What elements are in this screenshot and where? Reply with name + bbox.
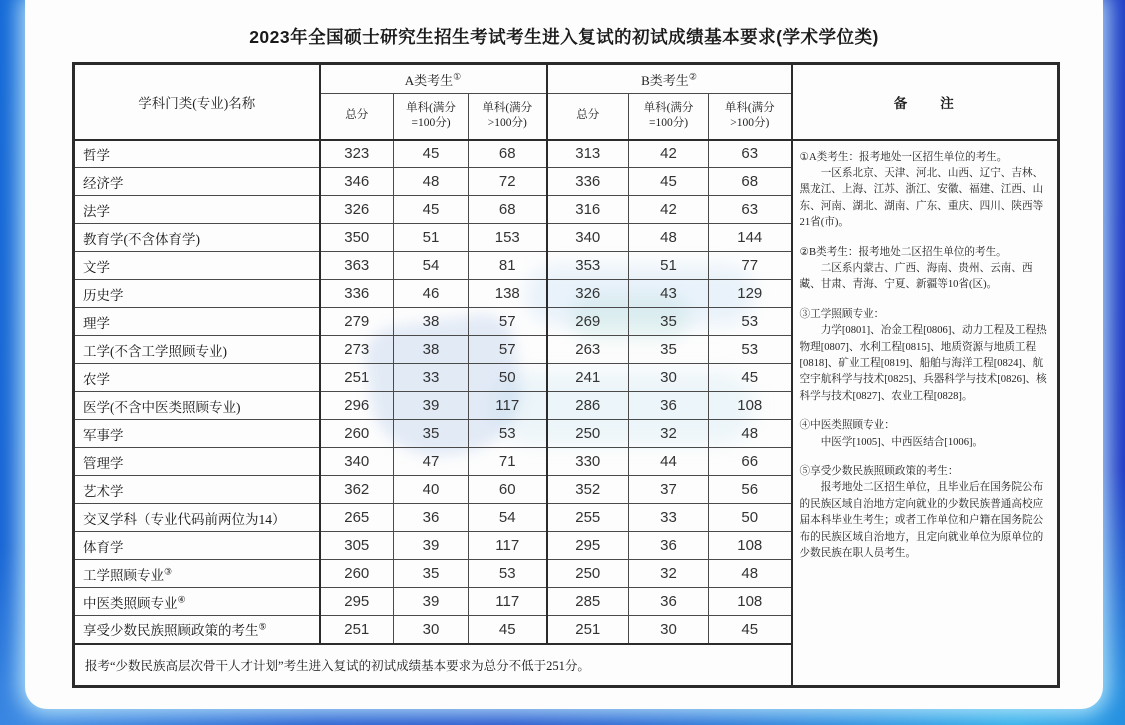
b-score-cell: 32 [629,560,709,588]
a-score-cell: 39 [394,588,469,616]
group-b-label: B类考生 [641,72,689,88]
page-title: 2023年全国硕士研究生招生考试考生进入复试的初试成绩基本要求(学术学位类) [249,27,879,47]
b-score-cell: 251 [547,616,629,644]
b-score-cell: 144 [709,224,792,252]
col-header-b-single-gt100: 单科(满分 >100分) [709,94,792,140]
remark-paragraph: ⑤享受少数民族照顾政策的考生： [799,466,959,477]
a-score-cell: 57 [469,308,547,336]
b-score-cell: 33 [629,504,709,532]
b-score-cell: 326 [547,280,629,308]
b-score-cell: 42 [629,196,709,224]
b-score-cell: 36 [629,532,709,560]
a-score-cell: 30 [394,616,469,644]
a-score-cell: 251 [320,364,394,392]
remark-paragraph: 二区系内蒙古、广西、海南、贵州、云南、西藏、甘肃、青海、宁夏、新疆等10省(区)。 [799,262,1033,291]
b-score-cell: 295 [547,532,629,560]
subject-cell: 法学 [74,196,320,224]
b-score-cell: 53 [709,308,792,336]
a-score-cell: 117 [469,588,547,616]
subject-cell: 艺术学 [74,476,320,504]
col-header-subject: 学科门类(专业)名称 [74,64,320,140]
subject-cell: 经济学 [74,168,320,196]
a-score-cell: 336 [320,280,394,308]
b-score-cell: 56 [709,476,792,504]
b-score-cell: 36 [629,588,709,616]
a-score-cell: 38 [394,308,469,336]
b-score-cell: 37 [629,476,709,504]
remark-paragraph: 中医学[1005]、中西医结合[1006]。 [820,436,984,448]
a-score-cell: 57 [469,336,547,364]
header-row-groups [74,64,1059,94]
b-score-cell: 250 [547,420,629,448]
a-score-cell: 295 [320,588,394,616]
a-score-cell: 54 [469,504,547,532]
b-score-cell: 53 [709,336,792,364]
a-score-cell: 35 [394,560,469,588]
table-footnote: 报考“少数民族高层次骨干人才计划”考生进入复试的初试成绩基本要求为总分不低于251分。 [74,644,792,687]
col-header-b-single-eq100: 单科(满分 =100分) [629,94,709,140]
remark-paragraph: ③工学照顾专业： [799,308,885,320]
remark-paragraph: 力学[0801]、冶金工程[0806]、动力工程及工程热物理[0807]、水利工程[0815]、地质资源与地质工程[0818]、矿业工程[0819]、船舶与海洋工程[0824]、航空宇航科学与技术[0825]、兵器科学与技术[0826]、核科学与技术[0827]、农业工程[0828]。 [799,325,1047,402]
subject-cell: 医学(不含中医类照顾专业) [74,392,320,420]
score-requirements-table [72,62,1060,688]
b-score-cell: 42 [629,140,709,168]
b-score-cell: 108 [709,392,792,420]
b-score-cell: 35 [629,336,709,364]
b-score-cell: 250 [547,560,629,588]
a-score-cell: 265 [320,504,394,532]
a-score-cell: 50 [469,364,547,392]
b-score-cell: 285 [547,588,629,616]
a-score-cell: 81 [469,252,547,280]
a-score-cell: 117 [469,392,547,420]
remark-cell [792,140,1059,687]
remark-paragraph: ①A类考生：报考地处一区招生单位的考生。 [799,151,1008,163]
a-score-cell: 71 [469,448,547,476]
a-score-cell: 305 [320,532,394,560]
a-score-cell: 46 [394,280,469,308]
col-header-group-b [547,64,792,94]
a-score-cell: 117 [469,532,547,560]
b-score-cell: 50 [709,504,792,532]
b-score-cell: 30 [629,364,709,392]
a-score-cell: 68 [469,140,547,168]
b-score-cell: 129 [709,280,792,308]
subject-cell: 管理学 [74,448,320,476]
subject-cell: 工学(不含工学照顾专业) [74,336,320,364]
a-score-cell: 363 [320,252,394,280]
a-score-cell: 251 [320,616,394,644]
b-score-cell: 316 [547,196,629,224]
a-score-cell: 296 [320,392,394,420]
a-score-cell: 279 [320,308,394,336]
b-score-cell: 340 [547,224,629,252]
a-score-cell: 45 [394,140,469,168]
subject-cell: 中医类照顾专业④ [74,588,320,616]
col-header-b-total: 总分 [547,94,629,140]
b-score-cell: 45 [629,168,709,196]
col-header-remark: 备 注 [792,64,1059,140]
group-b-footnote-mark: ② [688,71,697,82]
subject-cell: 享受少数民族照顾政策的考生⑤ [74,616,320,644]
a-score-cell: 40 [394,476,469,504]
a-score-cell: 260 [320,560,394,588]
footnote-mark: ③ [164,566,173,576]
a-score-cell: 51 [394,224,469,252]
a-score-cell: 54 [394,252,469,280]
remark-paragraph: 报考地处二区招生单位，且毕业后在国务院公布的民族区域自治地方定向就业的少数民族普通高校应届本科毕业生考生；或者工作单位和户籍在国务院公布的民族区域自治地方，且定向就业单位为原单位的少数民族在职人员考生。 [799,482,1044,560]
b-score-cell: 108 [709,532,792,560]
a-score-cell: 38 [394,336,469,364]
a-score-cell: 72 [469,168,547,196]
b-score-cell: 255 [547,504,629,532]
col-header-a-single-gt100: 单科(满分 >100分) [469,94,547,140]
a-score-cell: 45 [469,616,547,644]
b-score-cell: 269 [547,308,629,336]
b-score-cell: 241 [547,364,629,392]
b-score-cell: 108 [709,588,792,616]
a-score-cell: 60 [469,476,547,504]
col-header-a-single-eq100: 单科(满分 =100分) [394,94,469,140]
a-score-cell: 153 [469,224,547,252]
a-score-cell: 36 [394,504,469,532]
b-score-cell: 68 [709,168,792,196]
subject-cell: 工学照顾专业③ [74,560,320,588]
subject-cell: 军事学 [74,420,320,448]
a-score-cell: 362 [320,476,394,504]
b-score-cell: 32 [629,420,709,448]
b-score-cell: 36 [629,392,709,420]
b-score-cell: 51 [629,252,709,280]
a-score-cell: 39 [394,532,469,560]
a-score-cell: 45 [394,196,469,224]
a-score-cell: 323 [320,140,394,168]
remark-paragraph: ②B类考生：报考地处二区招生单位的考生。 [799,246,1007,258]
subject-cell: 农学 [74,364,320,392]
a-score-cell: 48 [394,168,469,196]
subject-cell: 历史学 [74,280,320,308]
a-score-cell: 47 [394,448,469,476]
col-header-group-a [320,64,547,94]
b-score-cell: 313 [547,140,629,168]
a-score-cell: 35 [394,420,469,448]
a-score-cell: 260 [320,420,394,448]
b-score-cell: 43 [629,280,709,308]
subject-cell: 哲学 [74,140,320,168]
a-score-cell: 326 [320,196,394,224]
subject-cell: 交叉学科（专业代码前两位为14） [74,504,320,532]
remark-paragraph: ④中医类照顾专业： [799,420,895,432]
document-card [25,0,1103,709]
col-header-a-total: 总分 [320,94,394,140]
subject-cell: 文学 [74,252,320,280]
b-score-cell: 48 [709,560,792,588]
b-score-cell: 336 [547,168,629,196]
b-score-cell: 63 [709,196,792,224]
subject-cell: 教育学(不含体育学) [74,224,320,252]
a-score-cell: 53 [469,560,547,588]
a-score-cell: 33 [394,364,469,392]
group-a-footnote-mark: ① [453,71,462,82]
b-score-cell: 286 [547,392,629,420]
table-row [74,140,1059,168]
a-score-cell: 273 [320,336,394,364]
group-a-label: A类考生 [404,72,454,88]
b-score-cell: 45 [709,616,792,644]
b-score-cell: 263 [547,336,629,364]
a-score-cell: 346 [320,168,394,196]
footnote-mark: ④ [177,594,186,604]
b-score-cell: 352 [547,476,629,504]
b-score-cell: 77 [709,252,792,280]
b-score-cell: 63 [709,140,792,168]
b-score-cell: 48 [709,420,792,448]
a-score-cell: 39 [394,392,469,420]
a-score-cell: 350 [320,224,394,252]
a-score-cell: 68 [469,196,547,224]
b-score-cell: 35 [629,308,709,336]
a-score-cell: 53 [469,420,547,448]
b-score-cell: 48 [629,224,709,252]
b-score-cell: 66 [709,448,792,476]
b-score-cell: 44 [629,448,709,476]
b-score-cell: 353 [547,252,629,280]
footnote-mark: ⑤ [258,621,267,632]
b-score-cell: 30 [629,616,709,644]
subject-cell: 理学 [74,308,320,336]
b-score-cell: 330 [547,448,629,476]
a-score-cell: 138 [469,280,547,308]
remark-paragraph: 一区系北京、天津、河北、山西、辽宁、吉林、黑龙江、上海、江苏、浙江、安徽、福建、江西、山东、河南、湖北、湖南、广东、重庆、四川、陕西等21省(市)。 [799,167,1044,229]
a-score-cell: 340 [320,448,394,476]
b-score-cell: 45 [709,364,792,392]
subject-cell: 体育学 [74,532,320,560]
